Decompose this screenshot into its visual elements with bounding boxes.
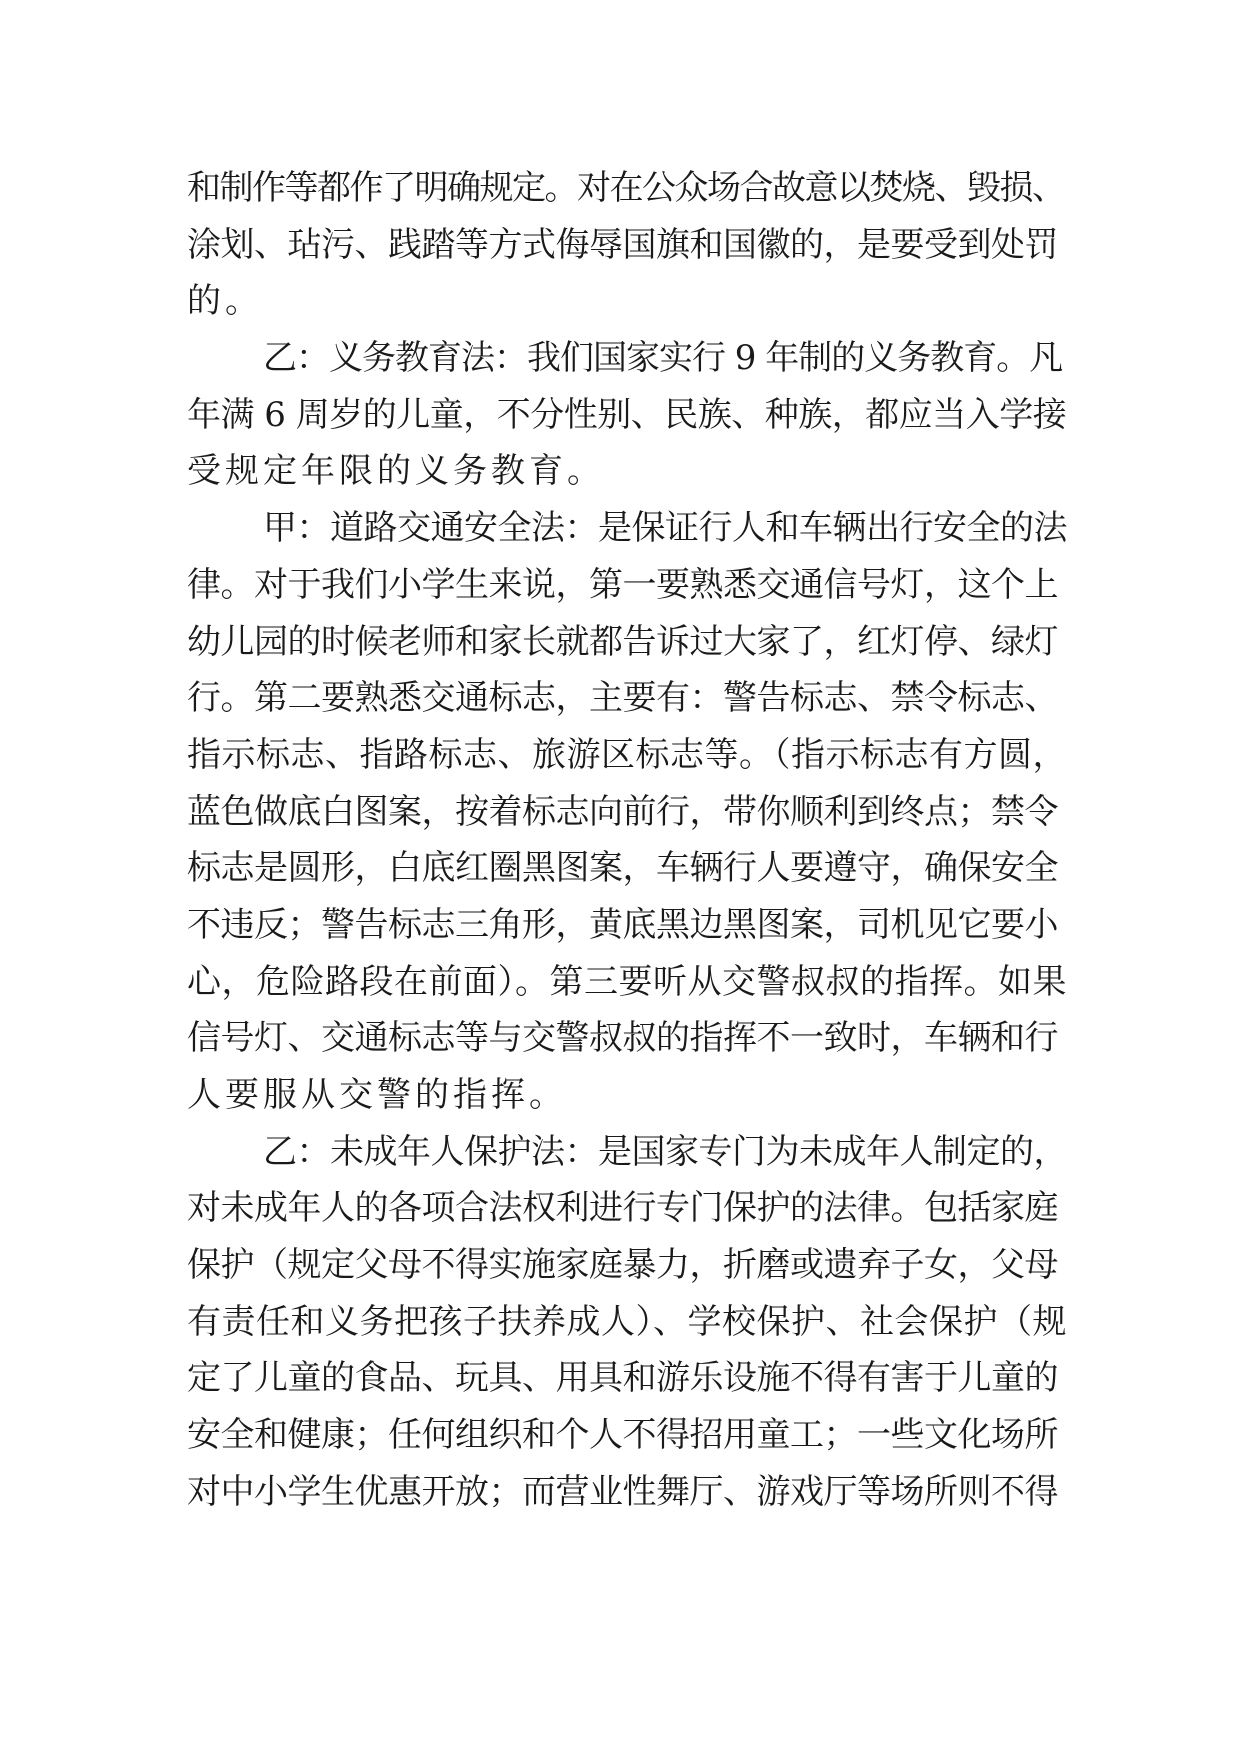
text-line: 标志是圆形，白底红圈黑图案，车辆行人要遵守，确保安全 [187,848,1058,889]
text-line: 行。第二要熟悉交通标志，主要有：警告标志、禁令标志、 [187,678,1058,719]
text-line: 人要服从交警的指挥。 [187,1075,567,1115]
text-line: 涂划、玷污、践踏等方式侮辱国旗和国徽的，是要受到处罚 [187,224,1058,265]
text-line: 对中小学生优惠开放；而营业性舞厅、游戏厅等场所则不得 [187,1471,1058,1512]
text-line: 受规定年限的义务教育。 [187,451,605,492]
text-line: 安全和健康；任何组织和个人不得招用童工；一些文化场所 [187,1415,1058,1456]
text-line: 甲：道路交通安全法：是保证行人和车辆出行安全的法 [263,508,1067,549]
text-line: 幼儿园的时候老师和家长就都告诉过大家了，红灯停、绿灯 [187,621,1058,662]
text-line: 乙：未成年人保护法：是国家专门为未成年人制定的， [263,1131,1067,1172]
text-line: 信号灯、交通标志等与交警叔叔的指挥不一致时，车辆和行 [187,1018,1058,1059]
paragraph-compulsory-education-law [187,330,1067,500]
paragraph-flag-law [187,160,1067,330]
text-line: 乙：义务教育法：我们国家实行 9 年制的义务教育。凡 [263,338,1063,379]
paragraph-road-traffic-safety-law [187,500,1067,1124]
text-line: 年满 6 周岁的儿童，不分性别、民族、种族，都应当入学接 [187,394,1067,435]
paragraph-minors-protection-law [187,1124,1067,1521]
text-line: 不违反；警告标志三角形，黄底黑边黑图案，司机见它要小 [187,904,1058,945]
text-line: 的。 [187,281,263,322]
text-line: 有责任和义务把孩子扶养成人）、学校保护、社会保护（规 [187,1301,1067,1342]
text-line: 保护（规定父母不得实施家庭暴力，折磨或遗弃子女，父母 [187,1245,1058,1286]
text-line: 蓝色做底白图案，按着标志向前行，带你顺利到终点；禁令 [187,791,1058,832]
text-line: 心，危险路段在前面）。第三要听从交警叔叔的指挥。如果 [187,961,1067,1002]
document-body [187,160,1067,1521]
text-line: 对未成年人的各项合法权利进行专门保护的法律。包括家庭 [187,1188,1058,1229]
text-line: 定了儿童的食品、玩具、用具和游乐设施不得有害于儿童的 [187,1358,1058,1399]
text-line: 和制作等都作了明确规定。对在公众场合故意以焚烧、毁损、 [187,168,1065,208]
text-line: 律。对于我们小学生来说，第一要熟悉交通信号灯，这个上 [187,564,1058,605]
text-line: 指示标志、指路标志、旅游区标志等。（指示标志有方圆， [187,734,1067,775]
